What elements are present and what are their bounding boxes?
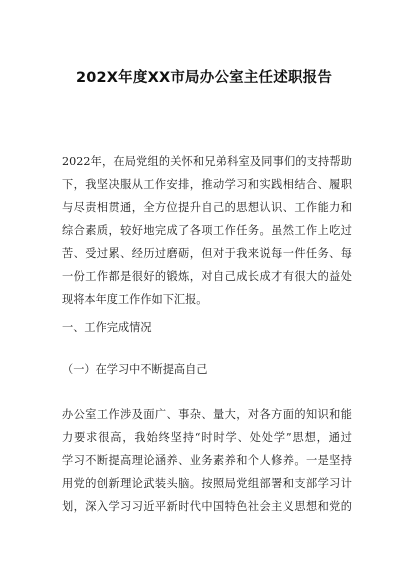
paragraph-line: 力要求很高，我始终坚持“时时学、处处学”思想，通过 xyxy=(62,431,352,444)
paragraph-line: 用党的创新理论武装头脑。按照局党组部署和支部学习计 xyxy=(62,477,352,490)
paragraph-line: 2022年，在局党组的关怀和兄弟科室及同事们的支持帮助 xyxy=(62,155,352,168)
intro-paragraph xyxy=(62,150,352,311)
subsection-heading: （一）在学习中不断提高自己 xyxy=(62,363,208,376)
document-title: 202X年度XX市局办公室主任述职报告 xyxy=(75,70,333,86)
paragraph-line: 一份工作都是很好的锻炼，对自己成长成才有很大的益处 xyxy=(62,270,352,283)
paragraph-line: 划，深入学习习近平新时代中国特色社会主义思想和党的 xyxy=(62,500,352,513)
paragraph-line: 综合素质，较好地完成了各项工作任务。虽然工作上吃过 xyxy=(62,224,352,237)
paragraph-line: 苦、受过累、经历过磨砺，但对于我来说每一件任务、每 xyxy=(62,247,352,260)
body-paragraph xyxy=(62,403,352,518)
paragraph-line: 学习不断提高理论涵养、业务素养和个人修养。一是坚持 xyxy=(62,454,352,467)
paragraph-line: 办公室工作涉及面广、事杂、量大，对各方面的知识和能 xyxy=(62,408,352,421)
paragraph-line: 下，我坚决服从工作安排，推动学习和实践相结合、履职 xyxy=(62,178,352,191)
paragraph-line: 现将本年度工作作如下汇报。 xyxy=(62,293,208,306)
paragraph-line: 与尽责相贯通，全方位提升自己的思想认识、工作能力和 xyxy=(62,201,352,214)
section-heading: 一、工作完成情况 xyxy=(62,321,152,334)
